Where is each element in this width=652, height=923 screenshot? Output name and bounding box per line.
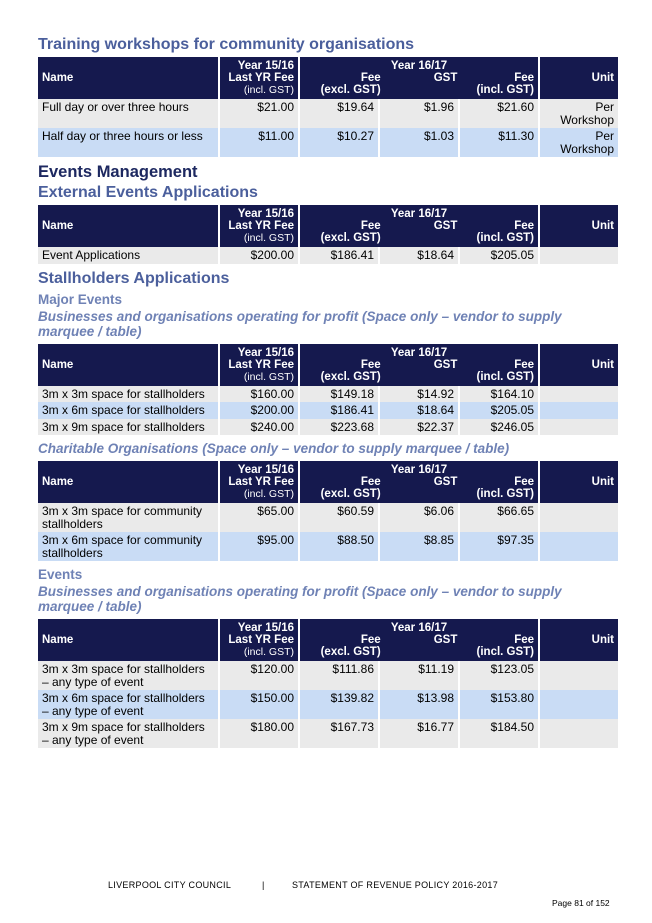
footer-separator: | — [262, 880, 265, 890]
table-header-row — [38, 619, 618, 661]
fee-label: Fee — [514, 634, 535, 646]
events-title: Events — [38, 567, 83, 582]
fee-item-name: 3m x 6m space for stallholders – any type of event — [38, 690, 218, 719]
last-yr-fee-label: Last YR Fee — [228, 72, 294, 84]
last-year-fee-value: $160.00 — [220, 386, 298, 403]
fee-item-name: 3m x 6m space for community stallholders — [38, 532, 218, 561]
last-yr-fee-label: Last YR Fee — [228, 220, 294, 232]
unit-value — [540, 402, 618, 419]
fee-excl-header — [304, 634, 381, 658]
charitable-title: Charitable Organisations (Space only – vendor to supply marquee / table) — [38, 441, 510, 456]
last-year-fee-value: $65.00 — [220, 503, 298, 532]
fee-label: Fee — [514, 220, 535, 232]
fee-incl-gst-value: $153.80 — [460, 690, 538, 719]
year-1516-label: Year 15/16 — [237, 208, 294, 220]
fee-item-name: 3m x 3m space for community stallholders — [38, 503, 218, 532]
training-title: Training workshops for community organisations — [38, 36, 415, 53]
fee-label: Fee — [514, 358, 535, 371]
incl-gst-label: (incl. GST) — [243, 84, 294, 96]
fee-incl-gst-value: $97.35 — [460, 532, 538, 561]
fee-excl-gst-value: $223.68 — [300, 419, 378, 436]
column-header-last-year-fee — [220, 461, 298, 503]
column-header-unit: Unit — [540, 57, 618, 99]
year-1617-label: Year 16/17 — [390, 622, 448, 634]
fee-incl-gst-value: $184.50 — [460, 719, 538, 748]
column-header-name: Name — [38, 205, 218, 247]
unit-value — [540, 247, 618, 264]
column-header-name: Name — [38, 461, 218, 503]
last-year-fee-value: $21.00 — [220, 99, 298, 128]
fee-excl-gst-value: $19.64 — [300, 99, 378, 128]
year-1516-label: Year 15/16 — [237, 464, 294, 476]
fee-item-name: 3m x 9m space for stallholders – any type of event — [38, 719, 218, 748]
fee-incl-gst-value: $21.60 — [460, 99, 538, 128]
unit-value — [540, 419, 618, 436]
column-header-last-year-fee — [220, 57, 298, 99]
fee-item-name: 3m x 3m space for stallholders – any type of event — [38, 661, 218, 690]
column-header-year-1617-group — [300, 344, 538, 386]
incl-gst-label: (incl. GST) — [243, 646, 294, 658]
year-1617-label: Year 16/17 — [390, 346, 448, 359]
events-management-title: Events Management — [38, 163, 198, 181]
stallholders-title: Stallholders Applications — [38, 269, 230, 287]
table-header-row — [38, 205, 618, 247]
incl-gst-label: (incl. GST) — [243, 370, 294, 383]
column-header-last-year-fee — [220, 619, 298, 661]
gst-value: $6.06 — [380, 503, 458, 532]
fee-incl-header — [457, 220, 534, 244]
table-row — [38, 719, 618, 748]
incl-gst-label: (incl. GST) — [243, 488, 294, 500]
column-header-year-1617-group — [300, 57, 538, 99]
fee-incl-gst-value: $66.65 — [460, 503, 538, 532]
excl-gst-label: (excl. GST) — [320, 232, 381, 244]
table-row — [38, 128, 618, 157]
training-fee-table — [36, 57, 620, 157]
column-header-year-1617-group — [300, 205, 538, 247]
events-business-title: Businesses and organisations operating for profit (Space only – vendor to supply marquee / table) — [38, 584, 562, 614]
table-header-row — [38, 344, 618, 386]
fee-label: Fee — [360, 220, 381, 232]
last-year-fee-value: $150.00 — [220, 690, 298, 719]
last-year-fee-value: $180.00 — [220, 719, 298, 748]
fee-label: Fee — [514, 476, 535, 488]
last-year-fee-value: $11.00 — [220, 128, 298, 157]
gst-label: GST — [433, 476, 458, 488]
gst-header — [381, 220, 458, 244]
incl-gst-label: (incl. GST) — [476, 232, 535, 244]
fee-excl-gst-value: $88.50 — [300, 532, 378, 561]
year-1617-label: Year 16/17 — [390, 60, 448, 72]
column-header-name: Name — [38, 344, 218, 386]
major-events-title: Major Events — [38, 291, 123, 307]
unit-value — [540, 386, 618, 403]
year-1516-label: Year 15/16 — [237, 622, 294, 634]
unit-value — [540, 690, 618, 719]
fee-excl-gst-value: $149.18 — [300, 386, 378, 403]
gst-label: GST — [433, 634, 458, 646]
excl-gst-label: (excl. GST) — [320, 646, 381, 658]
last-year-fee-value: $120.00 — [220, 661, 298, 690]
table-row — [38, 386, 618, 403]
gst-value: $1.03 — [380, 128, 458, 157]
table-header-row — [38, 461, 618, 503]
column-header-unit: Unit — [540, 205, 618, 247]
column-header-last-year-fee — [220, 205, 298, 247]
fee-excl-header — [304, 72, 381, 96]
gst-value: $18.64 — [380, 402, 458, 419]
fee-excl-header — [304, 359, 381, 383]
gst-value: $1.96 — [380, 99, 458, 128]
fee-incl-gst-value: $164.10 — [460, 386, 538, 403]
column-header-unit: Unit — [540, 344, 618, 386]
last-year-fee-value: $95.00 — [220, 532, 298, 561]
gst-value: $11.19 — [380, 661, 458, 690]
fee-excl-header — [304, 476, 381, 500]
table-row — [38, 419, 618, 436]
fee-incl-header — [457, 634, 534, 658]
gst-header — [381, 72, 458, 96]
year-1617-label: Year 16/17 — [390, 464, 448, 476]
events-business-table — [36, 619, 620, 748]
table-row — [38, 503, 618, 532]
major-business-title: Businesses and organisations operating for profit (Space only – vendor to supply marquee / table) — [38, 308, 562, 339]
fee-incl-gst-value: $205.05 — [460, 402, 538, 419]
fee-item-name: Half day or three hours or less — [38, 128, 218, 157]
gst-header — [381, 359, 458, 383]
fee-excl-gst-value: $186.41 — [300, 247, 378, 264]
column-header-unit: Unit — [540, 619, 618, 661]
excl-gst-label: (excl. GST) — [320, 370, 381, 383]
year-1516-label: Year 15/16 — [237, 346, 294, 359]
column-header-name: Name — [38, 57, 218, 99]
unit-value — [540, 719, 618, 748]
column-header-year-1617-group — [300, 619, 538, 661]
table-header-row — [38, 57, 618, 99]
fee-excl-gst-value: $167.73 — [300, 719, 378, 748]
column-header-year-1617-group — [300, 461, 538, 503]
fee-excl-gst-value: $60.59 — [300, 503, 378, 532]
gst-value: $13.98 — [380, 690, 458, 719]
unit-value — [540, 661, 618, 690]
footer-org: LIVERPOOL CITY COUNCIL — [108, 880, 232, 890]
incl-gst-label: (incl. GST) — [476, 488, 535, 500]
fee-item-name: 3m x 3m space for stallholders — [38, 386, 218, 403]
fee-incl-header — [457, 359, 534, 383]
gst-value: $8.85 — [380, 532, 458, 561]
gst-value: $18.64 — [380, 247, 458, 264]
gst-header — [381, 476, 458, 500]
table-row — [38, 532, 618, 561]
fee-label: Fee — [360, 358, 381, 371]
unit-value: Per Workshop — [540, 99, 618, 128]
fee-label: Fee — [360, 72, 381, 84]
unit-value — [540, 503, 618, 532]
incl-gst-label: (incl. GST) — [243, 232, 294, 244]
column-header-name: Name — [38, 619, 218, 661]
fee-item-name: Event Applications — [38, 247, 218, 264]
footer-doc-title: STATEMENT OF REVENUE POLICY 2016-2017 — [292, 880, 499, 890]
gst-label: GST — [433, 358, 458, 371]
year-1516-label: Year 15/16 — [237, 60, 294, 72]
unit-value — [540, 532, 618, 561]
fee-item-name: 3m x 6m space for stallholders — [38, 402, 218, 419]
unit-value: Per Workshop — [540, 128, 618, 157]
fee-incl-gst-value: $246.05 — [460, 419, 538, 436]
fee-excl-gst-value: $186.41 — [300, 402, 378, 419]
excl-gst-label: (excl. GST) — [320, 84, 381, 96]
last-yr-fee-label: Last YR Fee — [228, 476, 294, 488]
fee-incl-gst-value: $205.05 — [460, 247, 538, 264]
external-events-table — [36, 205, 620, 264]
last-yr-fee-label: Last YR Fee — [228, 634, 294, 646]
gst-label: GST — [433, 220, 458, 232]
column-header-last-year-fee — [220, 344, 298, 386]
fee-incl-header — [457, 476, 534, 500]
last-year-fee-value: $240.00 — [220, 419, 298, 436]
table-row — [38, 247, 618, 264]
excl-gst-label: (excl. GST) — [320, 488, 381, 500]
fee-item-name: 3m x 9m space for stallholders — [38, 419, 218, 436]
gst-value: $16.77 — [380, 719, 458, 748]
footer-page-number: Page 81 of 152 — [552, 898, 610, 908]
fee-excl-gst-value: $111.86 — [300, 661, 378, 690]
incl-gst-label: (incl. GST) — [476, 370, 535, 383]
table-row — [38, 690, 618, 719]
fee-excl-gst-value: $139.82 — [300, 690, 378, 719]
gst-value: $22.37 — [380, 419, 458, 436]
incl-gst-label: (incl. GST) — [476, 646, 535, 658]
last-yr-fee-label: Last YR Fee — [228, 358, 294, 371]
table-row — [38, 661, 618, 690]
fee-incl-header — [457, 72, 534, 96]
document-page — [38, 36, 614, 748]
fee-item-name: Full day or over three hours — [38, 99, 218, 128]
fee-label: Fee — [360, 476, 381, 488]
column-header-unit: Unit — [540, 461, 618, 503]
gst-label: GST — [433, 72, 458, 84]
table-row — [38, 402, 618, 419]
fee-excl-header — [304, 220, 381, 244]
fee-incl-gst-value: $123.05 — [460, 661, 538, 690]
last-year-fee-value: $200.00 — [220, 402, 298, 419]
fee-incl-gst-value: $11.30 — [460, 128, 538, 157]
fee-excl-gst-value: $10.27 — [300, 128, 378, 157]
last-year-fee-value: $200.00 — [220, 247, 298, 264]
table-row — [38, 99, 618, 128]
year-1617-label: Year 16/17 — [390, 208, 448, 220]
gst-header — [381, 634, 458, 658]
gst-value: $14.92 — [380, 386, 458, 403]
charitable-table — [36, 461, 620, 561]
incl-gst-label: (incl. GST) — [476, 84, 535, 96]
fee-label: Fee — [360, 634, 381, 646]
external-events-title: External Events Applications — [38, 184, 258, 201]
major-business-table — [36, 344, 620, 436]
fee-label: Fee — [514, 72, 535, 84]
